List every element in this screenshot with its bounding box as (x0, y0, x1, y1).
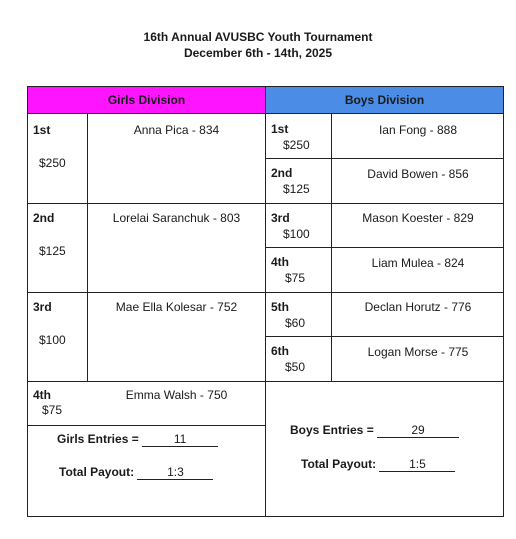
boys-bowler-name: Ian Fong - 888 (378, 123, 458, 137)
boys-prize: $50 (285, 360, 306, 374)
boys-entries-label: Boys Entries = (290, 423, 374, 437)
boys-payout-label: Total Payout: (301, 457, 377, 471)
boys-prize: $60 (285, 316, 306, 330)
girls-prize: $100 (39, 333, 66, 347)
tournament-title: 16th Annual AVUSBC Youth Tournament (143, 30, 373, 44)
boys-row-divider (265, 292, 504, 293)
boys-prize: $75 (285, 271, 306, 285)
boys-bowler-name: Liam Mulea - 824 (371, 256, 465, 270)
girls-prize: $250 (39, 156, 66, 170)
boys-bowler-name: Mason Koester - 829 (362, 211, 474, 225)
boys-prize: $250 (283, 138, 310, 152)
boys-row-divider (265, 203, 504, 204)
boys-bowler-name: Declan Horutz - 776 (364, 300, 472, 314)
boys-row-divider (265, 381, 504, 382)
boys-payout-value: 1:5 (379, 457, 455, 472)
boys-row-divider (265, 247, 504, 248)
tournament-dates: December 6th - 14th, 2025 (183, 46, 333, 60)
boys-place: 5th (271, 300, 289, 314)
girls-payout-value: 1:3 (137, 465, 213, 480)
girls-row-divider (27, 292, 265, 293)
center-divider (265, 86, 266, 517)
girls-division-header: Girls Division (28, 87, 265, 113)
girls-place: 3rd (33, 300, 52, 314)
girls-place: 1st (33, 123, 51, 137)
girls-row-divider (27, 381, 265, 382)
girls-entries-label: Girls Entries = (57, 432, 139, 446)
girls-bowler-name: Lorelai Saranchuk - 803 (112, 211, 241, 225)
girls-payout-label: Total Payout: (59, 465, 135, 479)
boys-place: 2nd (271, 166, 293, 180)
girls-entries-value: 11 (142, 432, 218, 447)
boys-place: 1st (271, 122, 289, 136)
girls-payout-line (59, 465, 213, 480)
girls-bowler-name: Anna Pica - 834 (133, 123, 220, 137)
boys-row-divider (265, 336, 504, 337)
boys-bowler-name: Logan Morse - 775 (367, 345, 469, 359)
girls-prize: $125 (39, 244, 66, 258)
boys-entries-line (290, 423, 459, 438)
boys-place: 3rd (271, 211, 290, 225)
boys-place: 6th (271, 344, 289, 358)
girls-row-divider (27, 203, 265, 204)
girls-summary-divider (27, 425, 265, 426)
boys-row-divider (265, 158, 504, 159)
girls-prize: $75 (42, 403, 63, 417)
boys-prize: $125 (283, 182, 310, 196)
boys-division-header: Boys Division (266, 87, 503, 113)
boys-bowler-name: David Bowen - 856 (367, 167, 469, 181)
girls-entries-line (57, 432, 218, 447)
boys-payout-line (301, 457, 455, 472)
girls-place: 4th (33, 388, 51, 402)
boys-prize: $100 (283, 227, 310, 241)
girls-column-divider (87, 113, 88, 382)
boys-entries-value: 29 (377, 423, 459, 438)
girls-place: 2nd (33, 211, 55, 225)
girls-bowler-name: Mae Ella Kolesar - 752 (115, 300, 238, 314)
boys-place: 4th (271, 255, 289, 269)
girls-bowler-name: Emma Walsh - 750 (125, 388, 228, 402)
